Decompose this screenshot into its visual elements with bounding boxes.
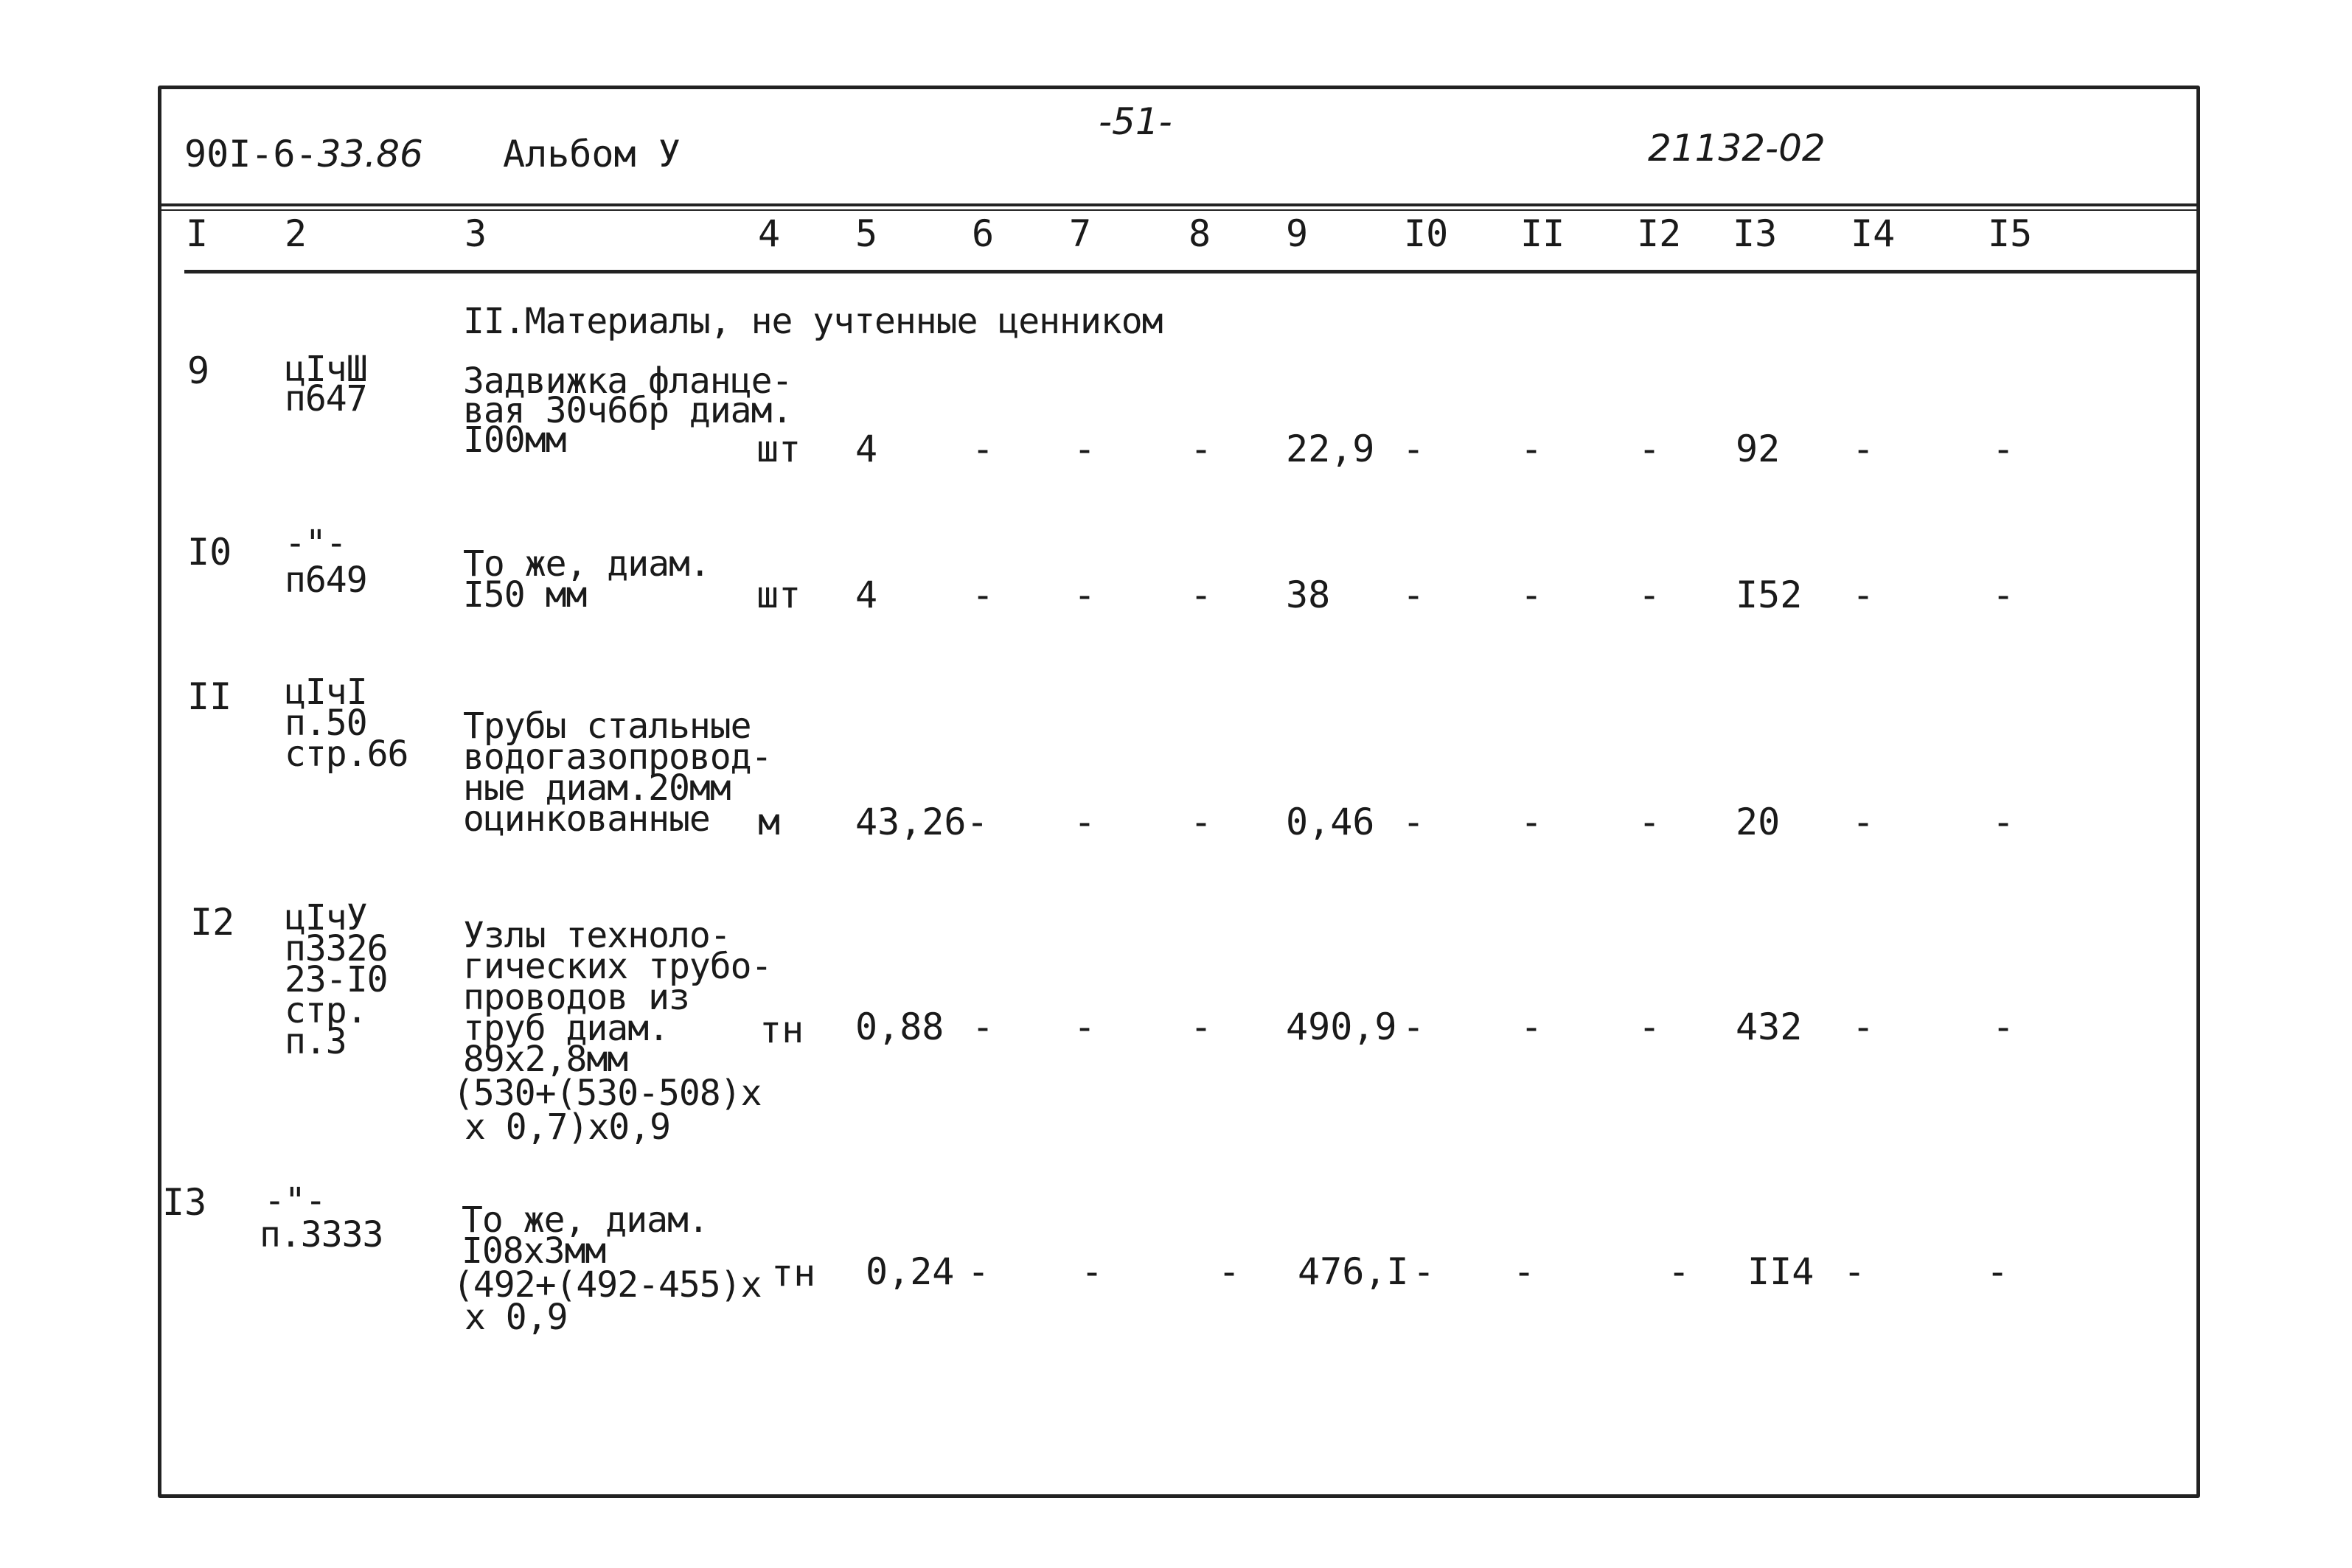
unit: м (758, 801, 781, 843)
col-7: 7 (1069, 212, 1092, 255)
desc-line: То же, диам. (462, 1199, 709, 1241)
col-2: 2 (285, 212, 307, 255)
cell-7: - (1074, 1006, 1096, 1048)
cell-12: - (1638, 574, 1661, 616)
ref-line: -"- (264, 1180, 326, 1222)
quantity: 4 (855, 574, 878, 616)
desc-line: (492+(492-455)х (453, 1264, 762, 1306)
ref-line: п3326 (285, 928, 388, 969)
col-8: 8 (1189, 212, 1211, 255)
unit-price: 490,9 (1286, 1006, 1397, 1048)
desc-line: То же, диам. (463, 543, 710, 585)
ref-line: цIчI (285, 672, 367, 713)
row-number: I2 (190, 901, 235, 944)
cell-14: - (1852, 801, 1875, 843)
unit: шт (756, 574, 801, 616)
unit: шт (756, 428, 801, 470)
desc-line: Трубы стальные (463, 705, 751, 747)
desc-line: I50 мм (463, 574, 587, 616)
col-3: 3 (465, 212, 487, 255)
col-6: 6 (972, 212, 995, 255)
ref-line: цIчУ (285, 897, 367, 938)
cell-11: - (1520, 574, 1543, 616)
cell-8: - (1190, 801, 1213, 843)
cell-11: - (1520, 428, 1543, 470)
cell-8: - (1190, 428, 1213, 470)
ref-line: стр.66 (285, 734, 408, 775)
col-9: 9 (1286, 212, 1309, 255)
cell-15: - (1992, 574, 2015, 616)
total: 92 (1736, 428, 1781, 470)
quantity: 0,24 (866, 1250, 955, 1293)
desc-line: 89х2,8мм (463, 1039, 628, 1080)
cell-15: - (1992, 1006, 2015, 1048)
col-14: I4 (1851, 212, 1896, 255)
cell-15: - (1992, 428, 2015, 470)
unit: тн (759, 1008, 804, 1051)
unit: тн (771, 1252, 816, 1295)
cell-12: - (1638, 801, 1661, 843)
cell-10: - (1402, 801, 1425, 843)
doc-code: 90I-6-33.86 (184, 133, 423, 175)
cell-15: - (1986, 1250, 2009, 1293)
cell-7: - (1074, 428, 1096, 470)
desc-line: х 0,7)х0,9 (465, 1107, 670, 1148)
doc-code-handwritten: 33.86 (317, 133, 423, 175)
col-11: II (1520, 212, 1565, 255)
total: I52 (1736, 574, 1803, 616)
cell-14: - (1852, 574, 1875, 616)
total: 432 (1736, 1006, 1803, 1048)
desc-line: оцинкованные (463, 798, 710, 840)
cell-7: - (1074, 574, 1096, 616)
unit-price: 0,46 (1286, 801, 1375, 843)
cell-11: - (1520, 801, 1543, 843)
unit-price: 476,I (1298, 1250, 1409, 1293)
ref-line: 23-I0 (285, 959, 388, 1000)
ref-line: п.3 (285, 1021, 347, 1062)
col-13: I3 (1733, 212, 1778, 255)
quantity: 0,88 (855, 1006, 944, 1048)
ref-line: цIчШ (285, 349, 367, 390)
cell-10: - (1402, 1006, 1425, 1048)
ref-line: п647 (285, 378, 367, 419)
row-number: I0 (187, 531, 232, 574)
ref-line: -"- (285, 523, 347, 564)
total: 20 (1736, 801, 1781, 843)
cell-7: - (1074, 801, 1096, 843)
cell-8: - (1190, 574, 1213, 616)
unit-price: 38 (1286, 574, 1331, 616)
col-12: I2 (1637, 212, 1682, 255)
cell-6: - (972, 1006, 995, 1048)
header-rule-top (161, 203, 2196, 206)
desc-line: проводов из (463, 977, 689, 1018)
desc-line: водогазопровод- (463, 736, 772, 778)
col-4: 4 (758, 212, 781, 255)
cell-7: - (1081, 1250, 1104, 1293)
page-number: -51- (1099, 100, 1172, 143)
cell-14: - (1852, 428, 1875, 470)
cell-10: - (1413, 1250, 1436, 1293)
col-10: I0 (1404, 212, 1449, 255)
col-15: I5 (1988, 212, 2033, 255)
ref-line: п.50 (285, 703, 367, 744)
total: II4 (1747, 1250, 1815, 1293)
desc-line: I08х3мм (462, 1230, 606, 1272)
desc-line: х 0,9 (465, 1297, 568, 1338)
ref-line: стр. (285, 990, 367, 1031)
cell-10: - (1402, 428, 1425, 470)
desc-line: Узлы техноло- (463, 915, 731, 956)
cell-14: - (1843, 1250, 1866, 1293)
cell-12: - (1668, 1250, 1691, 1293)
desc-line: Задвижка фланце- (463, 360, 793, 402)
col-5: 5 (855, 212, 878, 255)
ref-line: п.3333 (260, 1214, 383, 1255)
col-1: I (186, 212, 209, 255)
columns-rule (184, 270, 2196, 273)
row-number: I3 (162, 1181, 207, 1224)
cell-10: - (1402, 574, 1425, 616)
cell-15: - (1992, 801, 2015, 843)
header-rule-second (161, 209, 2196, 211)
cell-12: - (1638, 1006, 1661, 1048)
desc-line: гических трубо- (463, 946, 772, 987)
cell-11: - (1520, 1006, 1543, 1048)
section-title: II.Материалы, не учтенные ценником (463, 301, 1163, 342)
desc-line: (530+(530-508)х (453, 1073, 762, 1114)
ref-line: п649 (285, 560, 367, 601)
quantity: 43,26- (855, 801, 989, 843)
desc-line: I00мм (463, 419, 566, 461)
cell-8: - (1190, 1006, 1213, 1048)
cell-6: - (972, 428, 995, 470)
cell-6: - (972, 574, 995, 616)
row-number: II (187, 675, 232, 718)
desc-line: ные диам.20мм (463, 767, 731, 809)
row-number: 9 (187, 349, 210, 392)
cell-8: - (1218, 1250, 1241, 1293)
album-label: Альбом У (503, 133, 681, 175)
quantity: 4 (855, 428, 878, 470)
cell-11: - (1513, 1250, 1536, 1293)
unit-price: 22,9 (1286, 428, 1375, 470)
desc-line: вая 30ч6бр диам. (463, 390, 793, 431)
desc-line: труб диам. (463, 1008, 669, 1049)
cell-12: - (1638, 428, 1661, 470)
cell-14: - (1852, 1006, 1875, 1048)
cell-6: - (967, 1250, 990, 1293)
project-code: 21132-02 (1648, 127, 1826, 170)
